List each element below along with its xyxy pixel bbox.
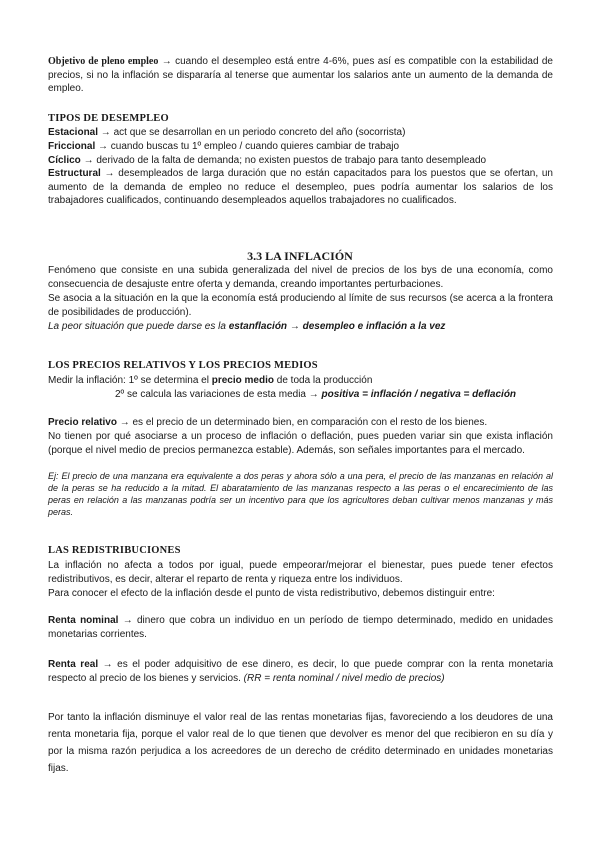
tipo-friccional (48, 140, 553, 154)
precio-relativo-paragraph (48, 416, 553, 430)
inflacion-conclusion: Por tanto la inflación disminuye el valor real de las rentas monetarias fijas, favoreciendo a los deudores de una renta monetaria fija, porque el valor real de lo que tienen que devolver es menor del que recibieron en su día y por la misma razón perjudica a los acreedores de un derecho de crédito determinado en unidades monetarias fijas. (48, 712, 553, 774)
tipo-term: Friccional (48, 141, 96, 152)
renta-nominal-text: → dinero que cobra un individuo en un período de tiempo determinado, medido en unidades monetarias corrientes. (48, 615, 553, 640)
inflacion-estanflacion (48, 320, 553, 334)
inflacion-definition: Fenómeno que consiste en una subida generalizada del nivel de precios de los bys de una economía, como consecuencia de desajuste entre oferta y demanda, creando importantes perturbaciones. (48, 265, 553, 290)
precio-medio-term: precio medio (211, 375, 274, 386)
renta-nominal-paragraph (48, 614, 553, 641)
renta-real-term: Renta real (48, 659, 99, 670)
renta-real-formula: (RR = renta nominal / nivel medio de precios) (243, 672, 445, 684)
estanflacion-intro: La peor situación que puede darse es la (48, 321, 229, 332)
tipo-term: Cíclico (48, 155, 81, 166)
tipo-term: Estructural (48, 168, 101, 179)
tipo-estacional (48, 126, 553, 140)
renta-real-paragraph (48, 658, 553, 685)
tipos-heading: TIPOS DE DESEMPLEO (48, 113, 169, 124)
tipo-estructural (48, 167, 553, 208)
tipo-ciclico (48, 154, 553, 168)
medir-line-1-pre: Medir la inflación: 1º se determina el (48, 375, 212, 386)
renta-real-text: → es el poder adquisitivo de ese dinero, es decir, lo que puede comprar con la renta monetaria respecto al precio de los bienes y servicios. (48, 659, 554, 684)
medir-line-2-pre: 2º se calcula las variaciones de esta media → (115, 389, 322, 400)
renta-nominal-term: Renta nominal (48, 615, 119, 626)
precio-relativo-detail: No tienen por qué asociarse a un proceso de inflación o deflación, pues pueden variar sin que exista inflación (porque el nivel medio de precios permanezca estable). Además, son señales importantes para el mercado. (48, 431, 553, 456)
precio-relativo-text: → es el precio de un determinado bien, en comparación con el resto de los bienes. (116, 417, 488, 428)
redistribuciones-heading: LAS REDISTRIBUCIONES (48, 545, 181, 556)
estanflacion-term: estanflación → desempleo e inflación a la vez (228, 321, 446, 332)
tipo-text: → act que se desarrollan en un periodo concreto del año (socorrista) (98, 127, 406, 138)
precios-example: Ej: El precio de una manzana era equivalente a dos peras y ahora sólo a una pera, el precio de las manzanas en relación al de la peras se ha reducido a la mitad. El abaratamiento de las manzanas respecto a las peras o el encarecimiento de las peras en relación a las manzanas podría ser un incentivo para que los agricultores deban cultivar menos manzanas y más peras. (48, 471, 553, 517)
medir-line-2 (115, 388, 555, 402)
medir-line-1-post: de toda la producción (273, 375, 373, 386)
inflacion-title: 3.3 LA INFLACIÓN (247, 249, 353, 263)
redistribuciones-distinguish: Para conocer el efecto de la inflación desde el punto de vista redistributivo, debemos distinguir entre: (48, 588, 495, 599)
inflacion-deflacion-term: positiva = inflación / negativa = deflación (321, 389, 517, 400)
tipo-text: → desempleados de larga duración que no están capacitados para los puestos que se ofertan, un aumento de la demanda de empleo no reduce el desempleo, pues podría aumentar los salarios de los trabajadores cualificados, continuando desempleados aquellos trabajadores no cualificados. (48, 168, 553, 206)
objetivo-text: → cuando el desempleo está entre 4-6%, pues así es compatible con la estabilidad de precios, si no la inflación se dispararía al tenerse que aumentar los salarios ante un aumento de la demanda de empleo. (48, 56, 553, 94)
precio-relativo-term: Precio relativo (48, 417, 117, 428)
tipo-text: → derivado de la falta de demanda; no existen puestos de trabajo para tanto desempleado (80, 155, 487, 166)
objetivo-paragraph (48, 55, 553, 96)
medir-line-1 (48, 374, 553, 388)
redistribuciones-intro: La inflación no afecta a todos por igual, puede empeorar/mejorar el bienestar, pues puede tener efectos redistributivos, es decir, alterar el reparto de renta y riqueza entre los individuos. (48, 560, 553, 585)
objetivo-term: Objetivo de pleno empleo (48, 56, 159, 67)
tipo-text: → cuando buscas tu 1º empleo / cuando quieres cambiar de trabajo (95, 141, 400, 152)
inflacion-association: Se asocia a la situación en la que la economía está produciendo al límite de sus recursos (se acerca a la frontera de posibilidades de producción). (48, 293, 553, 318)
precios-heading: LOS PRECIOS RELATIVOS Y LOS PRECIOS MEDIOS (48, 360, 318, 371)
tipo-term: Estacional (48, 127, 99, 138)
